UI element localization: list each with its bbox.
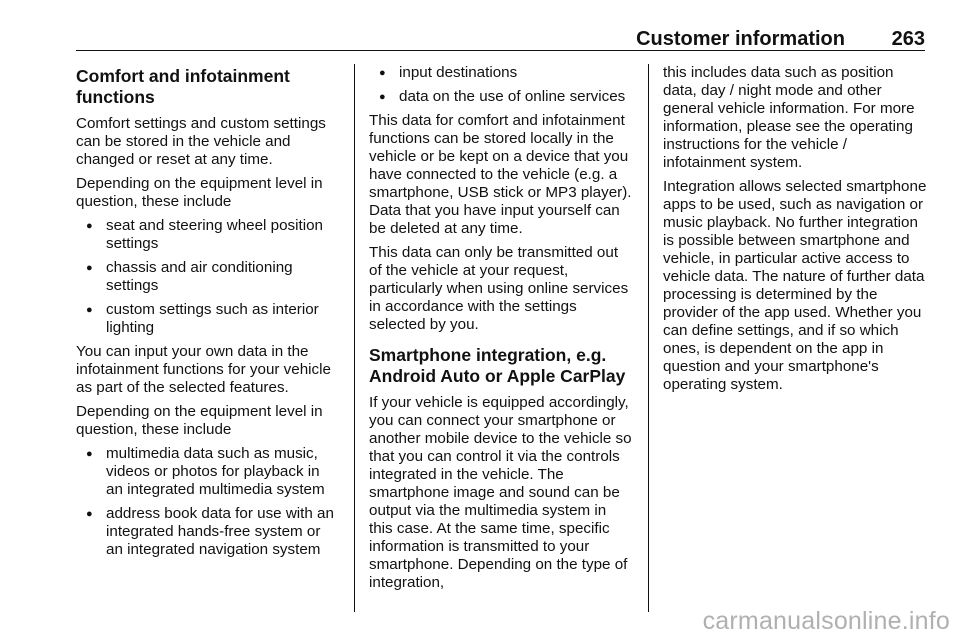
- list-item: ● custom settings such as interior lighting: [76, 301, 340, 337]
- paragraph: this includes data such as position data, day / night mode and other general vehicle information. For more information, please see the operating instructions for the vehicle / infotainment system.: [663, 64, 915, 171]
- column-3: [663, 64, 929, 400]
- list-item: ● multimedia data such as music, videos or photos for playback in an integrated multimedia system: [76, 445, 340, 499]
- list-item: ● seat and steering wheel position settings: [76, 217, 340, 253]
- watermark-text: carmanualsonline.info: [702, 607, 950, 635]
- column-1: [76, 64, 340, 565]
- list-item: ● data on the use of online services: [369, 88, 633, 106]
- paragraph: If your vehicle is equipped accordingly, you can connect your smartphone or another mobile device to the vehicle so that you can control it via the controls integrated in the vehicle. The smartphone image and sound can be output via the multimedia system in this case. At the same time, specific information is transmitted to your smartphone. Depending on the type of integration,: [369, 394, 632, 591]
- section-heading-smartphone: Smartphone integration, e.g. Android Auto or Apple CarPlay: [369, 345, 626, 386]
- list-item: ● address book data for use with an integrated hands-free system or an integrated navigation system: [76, 505, 340, 559]
- paragraph: This data for comfort and infotainment functions can be stored locally in the vehicle or be kept on a device that you have connected to the vehicle (e.g. a smartphone, USB stick or MP3 player). Data that you have input yourself can be deleted at any time.: [369, 112, 632, 237]
- list-item: ● chassis and air conditioning settings: [76, 259, 340, 295]
- paragraph: You can input your own data in the infotainment functions for your vehicle as part of the selected features.: [76, 343, 331, 396]
- section-heading-comfort: Comfort and infotainment functions: [76, 66, 290, 107]
- list-item: ● input destinations: [369, 64, 633, 82]
- paragraph: Comfort settings and custom settings can be stored in the vehicle and changed or reset at any time.: [76, 115, 326, 168]
- paragraph: Depending on the equipment level in question, these include: [76, 175, 323, 210]
- paragraph: Integration allows selected smartphone apps to be used, such as navigation or music playback. No further integration is possible between smartphone and vehicle, in particular active access to vehicle data. The nature of further data processing is determined by the provider of the app used. Whether you can define settings, and if so which ones, is dependent on the app in question and your smartphone's operating system.: [663, 178, 927, 393]
- column-divider-1: [354, 64, 355, 612]
- paragraph: This data can only be transmitted out of the vehicle at your request, particularly when using online services in accordance with the settings selected by you.: [369, 244, 629, 333]
- page-header: [76, 26, 925, 51]
- column-divider-2: [648, 64, 649, 612]
- paragraph: Depending on the equipment level in question, these include: [76, 403, 323, 438]
- page-number: 263: [891, 28, 925, 50]
- page-title: Customer information: [636, 28, 845, 50]
- bullet-list: [76, 217, 340, 337]
- bullet-list: [369, 64, 633, 106]
- bullet-list: [76, 445, 340, 559]
- column-2: [369, 64, 633, 598]
